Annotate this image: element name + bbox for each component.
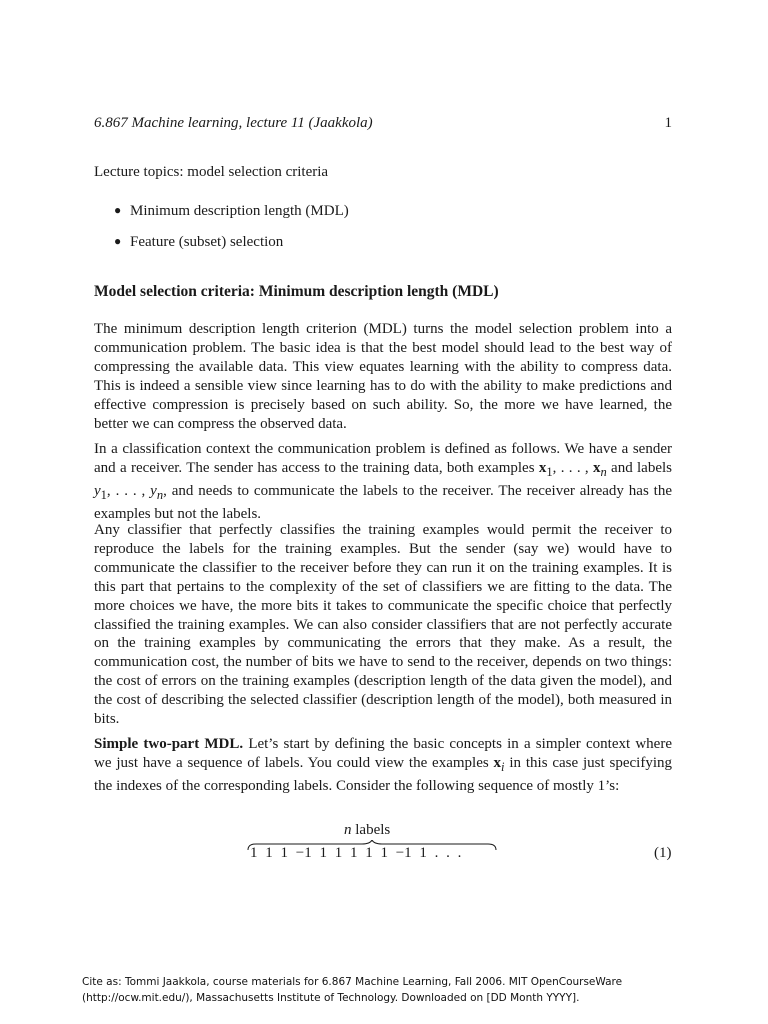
bullet-icon: ● bbox=[114, 203, 122, 217]
paragraph-classifier-cost: Any classifier that perfectly classifies the training examples would permit the receiver to reproduce the labels for the training examples. But the sender (say we) would have to communicate the classifier to the receiver before they can run it on the training examples. It is this part that pertains to the complexity of the set of classifiers we are fitting to the data. The more choices we have, the more bits it takes to communicate the specific choice that perfectly classified the training examples. We can also consider classifiers that are not perfectly accurate on the training examples by communicating the errors that they make. As a result, the communication cost, the number of bits we have to send to the receiver, depends on two things: the cost of errors on the training examples (description length of the data given the model), and the cost of describing the selected classifier (description length of the model), both measured in bits. bbox=[94, 522, 672, 728]
paragraph-classification-context: In a classification context the communication problem is defined as follows. We have a sender and a receiver. The sender has access to the training data, both examples $x_1$, . . . , $x_n$ and labels $y_1$, . . . , $y_n$, and needs to communicate the labels to the receiver. The receiver already has the examples but not the labels. bbox=[94, 441, 673, 522]
label-sequence: 1 1 1 −1 1 1 1 1 1 −1 1 . . . bbox=[250, 845, 462, 861]
paragraph-mdl-intro: The minimum description length criterion (MDL) turns the model selection problem into a communication problem. The basic idea is that the best model should lead to the best way of compressing the available data. This view equates learning with the ability to compress data. This is indeed a sensible view since learning has to do with the ability to make predictions and effective compression is precisely based on such ability. So, the more we have learned, the better we can compress the observed data. bbox=[94, 321, 672, 432]
running-head bbox=[94, 115, 672, 132]
run-in-heading: Simple two-part MDL. bbox=[94, 736, 244, 752]
citation-footer bbox=[82, 974, 702, 1006]
section-title: Model selection criteria: Minimum description length (MDL) bbox=[94, 283, 499, 300]
topic-item: ● Feature (subset) selection bbox=[114, 234, 284, 250]
topics-list bbox=[114, 203, 349, 265]
citation-line: (http://ocw.mit.edu/), Massachusetts Institute of Technology. Downloaded on [DD Month YYYY]. bbox=[82, 992, 580, 1004]
equation-label-sequence bbox=[240, 822, 680, 872]
page-number: 1 bbox=[664, 115, 672, 131]
lecture-topics-intro: Lecture topics: model selection criteria bbox=[94, 164, 329, 180]
equation-number: (1) bbox=[654, 845, 672, 861]
brace-label: n labels bbox=[344, 822, 391, 838]
bullet-icon: ● bbox=[114, 234, 122, 248]
running-head-title: 6.867 Machine learning, lecture 11 (Jaakkola) bbox=[94, 115, 373, 131]
paragraph-two-part-mdl: Simple two-part MDL. Let’s start by defining the basic concepts in a simpler context where we just have a sequence of labels. You could view the examples $x_i$ in this case just specifying the indexes of the corresponding labels. Consider the following sequence of mostly 1’s: bbox=[94, 736, 672, 794]
citation-line: Cite as: Tommi Jaakkola, course materials for 6.867 Machine Learning, Fall 2006. MIT OpenCourseWare bbox=[82, 976, 623, 988]
topic-item: ● Minimum description length (MDL) bbox=[114, 203, 349, 219]
